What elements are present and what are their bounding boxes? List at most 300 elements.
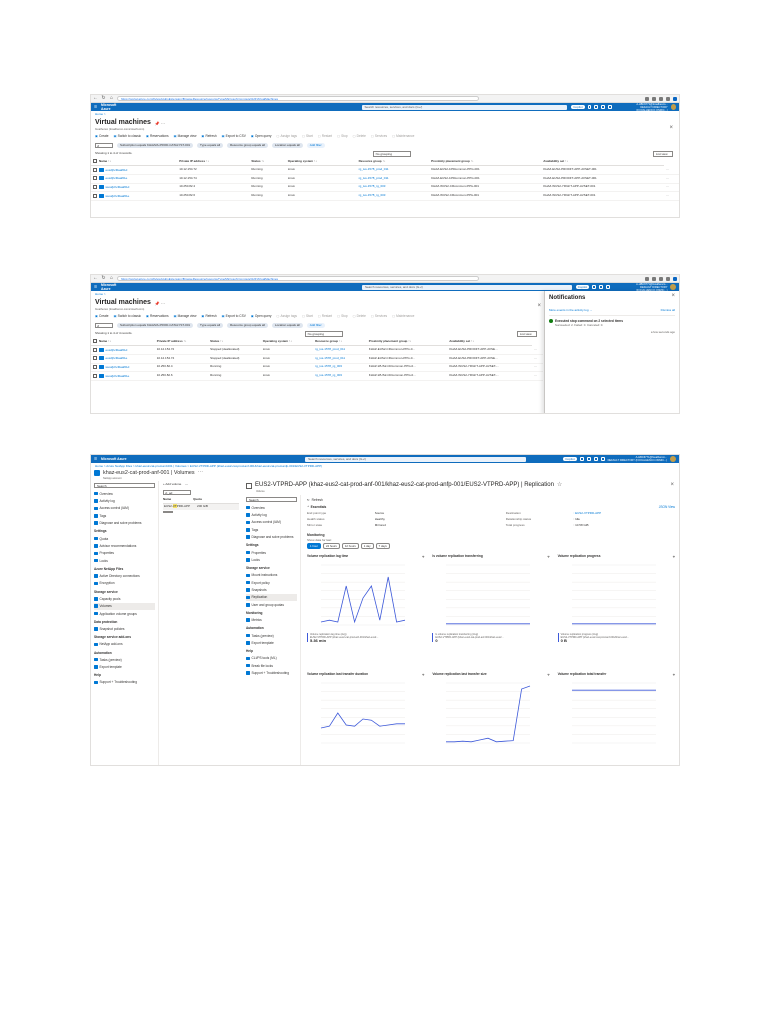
delete-button[interactable] bbox=[353, 134, 366, 138]
account-name: A-HBC6771@fooalhenco... bbox=[635, 456, 667, 459]
nav-item-tasks-preview[interactable] bbox=[94, 656, 155, 663]
avatar[interactable] bbox=[670, 456, 676, 462]
nav-item-export-template[interactable] bbox=[94, 663, 155, 670]
page-subtitle: fooalhenco (fooalhenco.onmicrosoft.com) bbox=[95, 127, 145, 131]
menu-icon[interactable]: ☰ bbox=[94, 284, 98, 289]
stop-button[interactable] bbox=[337, 134, 348, 138]
extension-icon[interactable] bbox=[659, 277, 663, 281]
time-range-24-hours[interactable]: 24 hours bbox=[323, 543, 340, 549]
nav-item-locks[interactable] bbox=[246, 556, 297, 563]
home-icon[interactable]: ⌂ bbox=[109, 275, 114, 282]
cell-name[interactable] bbox=[91, 346, 155, 355]
vm-table bbox=[91, 338, 543, 381]
table-row[interactable] bbox=[91, 166, 679, 175]
time-range-7-days[interactable]: 7 days bbox=[376, 543, 390, 549]
filter-pill[interactable]: Location equals all bbox=[272, 143, 303, 148]
nav-item-label: Tags bbox=[99, 513, 107, 518]
chart-volume-replication-progress[interactable] bbox=[558, 554, 675, 664]
cell-availability-set bbox=[447, 372, 532, 381]
close-icon[interactable]: × bbox=[537, 303, 541, 309]
filter-pill[interactable]: Type equals all bbox=[197, 323, 223, 328]
gear-icon[interactable] bbox=[606, 285, 610, 289]
gear-icon[interactable] bbox=[594, 457, 598, 461]
cell-private-ip-address bbox=[155, 346, 208, 355]
row-more-icon[interactable]: … bbox=[664, 192, 679, 201]
services-button[interactable] bbox=[371, 134, 387, 138]
refresh-icon[interactable]: ↻ bbox=[101, 275, 106, 282]
address-bar[interactable]: https://portal.azure.com/#view/HubsExtension/BrowseResource/resourceType/Microsoft.Compute%2FVirtualMachines bbox=[117, 276, 479, 281]
gear-icon[interactable] bbox=[601, 105, 605, 109]
help-icon[interactable] bbox=[608, 105, 612, 109]
account-subtitle: NetApp account bbox=[103, 476, 122, 480]
nav-item-label: Break file locks bbox=[251, 663, 273, 668]
global-search-input[interactable]: Search resources, services, and docs (G+/) bbox=[305, 457, 526, 462]
table-row[interactable] bbox=[91, 183, 679, 192]
export-to-csv-button[interactable] bbox=[222, 314, 246, 318]
switch-to-classic-button[interactable] bbox=[114, 314, 141, 318]
chart-plot bbox=[432, 679, 532, 749]
cell-name[interactable] bbox=[91, 183, 177, 192]
chart-is-volume-replication-transferring[interactable] bbox=[432, 554, 549, 664]
column-resource-group[interactable] bbox=[313, 338, 367, 346]
address-bar[interactable]: https://portal.azure.com/#view/HubsExtension/BrowseResource/resourceType/Microsoft.Compute%2FVirtualMachines bbox=[117, 96, 479, 101]
chart-volume-replication-last-transfer-duration[interactable] bbox=[307, 672, 424, 766]
sort-icon: ↑↓ bbox=[288, 338, 292, 343]
table-row[interactable] bbox=[91, 192, 679, 201]
restart-button[interactable] bbox=[318, 314, 332, 318]
breadcrumb[interactable]: Home > bbox=[95, 292, 106, 296]
filter-pill[interactable]: Subscription equals KHAZ2A-PROD-CATALYST-001 bbox=[117, 143, 193, 148]
column-name[interactable] bbox=[91, 158, 177, 166]
azure-brand[interactable]: Microsoft Azure bbox=[101, 102, 117, 111]
cell-value: Linux bbox=[287, 175, 295, 180]
nav-item-export-policy[interactable] bbox=[246, 579, 297, 586]
filter-pill[interactable]: Subscription equals KHAZ2A-PROD-CATALYST-001 bbox=[117, 323, 193, 328]
cell-name[interactable] bbox=[91, 174, 177, 183]
nav-item-support-troubleshooting[interactable] bbox=[94, 679, 155, 686]
chart-volume-replication-total-transfer[interactable] bbox=[558, 672, 675, 766]
cell-availability-set bbox=[447, 346, 532, 355]
nav-item-metrics[interactable] bbox=[246, 617, 297, 624]
breadcrumb[interactable]: Home > bbox=[95, 112, 106, 116]
filter-pill[interactable]: Type equals all bbox=[197, 143, 223, 148]
avatar[interactable] bbox=[671, 104, 676, 110]
more-icon[interactable]: ⋯ bbox=[197, 470, 203, 476]
cell-resource-group[interactable] bbox=[357, 174, 430, 183]
sort-icon: ↑↓ bbox=[260, 158, 265, 163]
row-more-icon[interactable]: … bbox=[532, 372, 543, 381]
back-icon[interactable]: ← bbox=[93, 275, 98, 282]
refresh-button[interactable] bbox=[307, 498, 675, 502]
row-more-icon[interactable]: … bbox=[664, 166, 679, 175]
more-events-link[interactable]: More events in the activity log → bbox=[549, 307, 593, 312]
toolbar-label: Open query bbox=[254, 313, 272, 318]
cloud-shell-icon[interactable] bbox=[588, 105, 592, 109]
row-checkbox[interactable] bbox=[93, 348, 97, 352]
cell-name[interactable] bbox=[91, 354, 155, 363]
create-button[interactable] bbox=[95, 314, 109, 318]
cell-resource-group[interactable] bbox=[313, 363, 367, 372]
extension-icon[interactable] bbox=[659, 97, 663, 101]
extension-icon[interactable] bbox=[645, 97, 649, 101]
table-row[interactable] bbox=[91, 174, 679, 183]
cell-value: 10.250.82.6 bbox=[179, 192, 196, 197]
copilot-button[interactable]: Copilot bbox=[577, 284, 588, 289]
reservations-button[interactable] bbox=[146, 134, 169, 138]
nav-item-snapshot-policies[interactable] bbox=[94, 625, 155, 632]
help-icon[interactable] bbox=[601, 457, 605, 461]
row-more-icon[interactable]: … bbox=[532, 363, 543, 372]
open-query-button[interactable] bbox=[251, 314, 272, 318]
bell-icon[interactable] bbox=[594, 105, 598, 109]
nav-item-locks[interactable] bbox=[94, 557, 155, 564]
view-select[interactable]: List view bbox=[517, 331, 537, 337]
start-button[interactable] bbox=[302, 134, 313, 138]
pin-icon[interactable]: ⌖ bbox=[547, 554, 550, 560]
copilot-button[interactable]: Copilot bbox=[573, 104, 583, 109]
column-resource-group[interactable] bbox=[357, 158, 430, 166]
extension-icon[interactable] bbox=[645, 277, 649, 281]
nav-item-label: Locks bbox=[99, 558, 108, 563]
more-icon[interactable]: ⋯ bbox=[185, 482, 189, 486]
column-proximity-placement-group[interactable] bbox=[367, 338, 448, 346]
diagnose-and-solve-problems-icon bbox=[94, 521, 98, 525]
cell-value: Linux bbox=[262, 355, 270, 360]
manage-view-button[interactable] bbox=[174, 314, 197, 318]
filter-input[interactable]: vl bbox=[95, 323, 113, 328]
time-range-buttons bbox=[307, 543, 675, 549]
create-button[interactable] bbox=[95, 134, 109, 138]
pin-icon[interactable]: 📌 ⋯ bbox=[154, 120, 165, 126]
cell-resource-group[interactable] bbox=[313, 346, 367, 355]
toolbar-icon: ▣ bbox=[201, 133, 205, 138]
azure-brand[interactable]: Microsoft Azure bbox=[101, 282, 117, 291]
vm-icon bbox=[99, 374, 104, 378]
time-range-1-day[interactable]: 1 day bbox=[361, 543, 374, 549]
view-select[interactable]: List view bbox=[653, 151, 673, 157]
add-volume-button[interactable]: + Add volume bbox=[163, 482, 182, 486]
account-info[interactable] bbox=[608, 456, 667, 462]
extension-icon[interactable] bbox=[652, 97, 656, 101]
table-row[interactable] bbox=[91, 372, 543, 381]
cell-resource-group[interactable] bbox=[313, 372, 367, 381]
nav-item-activity-log[interactable] bbox=[246, 511, 297, 518]
nav-item-active-directory-connections[interactable] bbox=[94, 572, 155, 579]
global-search-input[interactable]: Search resources, services, and docs (G+/) bbox=[362, 285, 572, 290]
dismiss-all-button[interactable]: Dismiss all bbox=[660, 307, 675, 312]
cell-value: rg_ius-1578_prod_011 bbox=[358, 175, 389, 180]
column-label: Operating system bbox=[287, 158, 314, 163]
add-filter-button[interactable]: Add filter bbox=[307, 323, 325, 328]
nav-item-netapp-add-ons[interactable] bbox=[94, 641, 155, 648]
page-title-row bbox=[91, 299, 543, 308]
star-icon[interactable]: ☆ bbox=[556, 482, 563, 488]
nav-group-automation[interactable]: Automation bbox=[246, 626, 264, 631]
breadcrumb[interactable]: Home > Azure NetApp Files > khaz-eus2-cat-prod-anf-001 | Volumes > EUS2-VTPRD-APP (khaz-eus2-cat-prod-anf-001/khaz-eus2-cat-prod-anfp-001/EUS2-VTPRD-APP) bbox=[95, 464, 323, 468]
nav-group-storage-service[interactable]: Storage service bbox=[94, 589, 118, 594]
select-all-checkbox[interactable] bbox=[93, 159, 97, 163]
nav-item-properties[interactable] bbox=[94, 550, 155, 557]
grouping-select[interactable]: No grouping bbox=[373, 151, 411, 157]
refresh-button[interactable] bbox=[201, 134, 216, 138]
row-checkbox[interactable] bbox=[93, 185, 97, 189]
column-status[interactable] bbox=[249, 158, 285, 166]
filter-input[interactable]: vl bbox=[95, 143, 113, 148]
refresh-icon[interactable]: ↻ bbox=[101, 95, 106, 102]
select-all-checkbox[interactable] bbox=[93, 339, 97, 343]
nav-group-data-protection[interactable]: Data protection bbox=[94, 619, 118, 624]
vm-icon bbox=[99, 168, 104, 172]
nav-group-help[interactable]: Help bbox=[94, 673, 101, 678]
pin-icon[interactable]: 📌 ⋯ bbox=[154, 300, 165, 306]
essentials-value: : Idle bbox=[573, 517, 580, 522]
legend-label: Is volume replication transferring (Avg) bbox=[435, 633, 479, 637]
assign-tags-button[interactable] bbox=[277, 134, 298, 138]
cell-resource-group[interactable] bbox=[313, 354, 367, 363]
pin-icon[interactable]: ⌖ bbox=[672, 554, 675, 560]
assign-tags-button[interactable] bbox=[277, 314, 298, 318]
locks-icon bbox=[246, 558, 250, 562]
stop-button[interactable] bbox=[337, 314, 348, 318]
nav-item-advisor-recommendations[interactable] bbox=[94, 542, 155, 549]
nav-item-label: Export template bbox=[99, 665, 122, 670]
menu-icon[interactable]: ☰ bbox=[94, 456, 98, 461]
row-checkbox[interactable] bbox=[93, 168, 97, 172]
scrollbar[interactable] bbox=[163, 511, 173, 513]
home-icon[interactable]: ⌂ bbox=[109, 95, 114, 102]
filter-pill[interactable]: Resource group equals all bbox=[227, 143, 268, 148]
json-view-link[interactable]: JSON View bbox=[658, 505, 675, 509]
nav-group-azure-netapp-files[interactable]: Azure NetApp Files bbox=[94, 566, 124, 571]
notification-card[interactable] bbox=[549, 315, 675, 334]
nav-item-activity-log[interactable] bbox=[94, 497, 155, 504]
nav-item-volumes[interactable] bbox=[94, 603, 155, 610]
nav-group-storage-service-add-ons[interactable]: Storage service add-ons bbox=[94, 635, 132, 640]
chart-volume-replication-lag-time[interactable] bbox=[307, 554, 424, 664]
open-query-button[interactable] bbox=[251, 134, 272, 138]
pin-icon[interactable]: ⌖ bbox=[672, 672, 675, 678]
close-icon[interactable]: × bbox=[671, 293, 675, 299]
nav-item-capacity-pools[interactable] bbox=[94, 595, 155, 602]
row-checkbox[interactable] bbox=[93, 356, 97, 360]
filter-pill[interactable]: Resource group equals all bbox=[227, 323, 268, 328]
column-private-ip-address[interactable] bbox=[177, 158, 249, 166]
cell-proximity-placement-group bbox=[429, 174, 541, 183]
extension-icon[interactable] bbox=[652, 277, 656, 281]
nav-item-support-troubleshooting[interactable] bbox=[246, 669, 297, 676]
nav-item-tags[interactable] bbox=[246, 526, 297, 533]
nav-item-replication[interactable] bbox=[246, 594, 297, 601]
table-row[interactable] bbox=[91, 354, 543, 363]
table-row[interactable] bbox=[91, 363, 543, 372]
back-icon[interactable]: ← bbox=[93, 95, 98, 102]
copilot-button[interactable]: Copilot bbox=[565, 456, 575, 461]
manage-view-button[interactable] bbox=[174, 134, 197, 138]
nav-item-export-template[interactable] bbox=[246, 639, 297, 646]
access-control-iam-icon bbox=[246, 521, 250, 525]
cloud-shell-icon[interactable] bbox=[592, 285, 596, 289]
nav-item-diagnose-and-solve-problems[interactable] bbox=[246, 534, 297, 541]
row-checkbox[interactable] bbox=[93, 194, 97, 198]
cell-name[interactable] bbox=[91, 166, 177, 175]
nav-item-application-volume-groups[interactable] bbox=[94, 610, 155, 617]
essentials-toggle[interactable]: ⌃ Essentials bbox=[307, 505, 327, 509]
time-range-1-hour[interactable]: 1 hour bbox=[307, 543, 321, 549]
cell-value: KHAZ-EUS2-PRODFT-APP-AVSET-001 bbox=[543, 167, 597, 172]
azure-brand[interactable]: Microsoft Azure bbox=[101, 456, 127, 461]
toolbar-icon: ▢ bbox=[317, 313, 321, 318]
nav-item-properties[interactable] bbox=[246, 549, 297, 556]
nav-item-overview[interactable] bbox=[246, 504, 297, 511]
cell-name[interactable] bbox=[91, 363, 155, 372]
row-more-icon[interactable]: … bbox=[532, 346, 543, 355]
extension-icon[interactable] bbox=[666, 97, 670, 101]
bell-icon[interactable] bbox=[587, 457, 591, 461]
cell-value: Stopped (deallocated) bbox=[210, 355, 240, 360]
essentials-value[interactable]: : EUS2-VTPRD-APP bbox=[573, 511, 602, 516]
restart-button[interactable] bbox=[318, 134, 332, 138]
nav-item-snapshots[interactable] bbox=[246, 586, 297, 593]
cell-proximity-placement-group bbox=[429, 183, 541, 192]
toolbar-icon: ▢ bbox=[276, 313, 280, 318]
delete-button[interactable] bbox=[353, 314, 366, 318]
cloud-shell-icon[interactable] bbox=[580, 457, 584, 461]
bell-icon[interactable] bbox=[599, 285, 603, 289]
column-private-ip-address[interactable] bbox=[155, 338, 208, 346]
column-operating-system[interactable] bbox=[286, 158, 357, 166]
column-availability-set[interactable] bbox=[541, 158, 664, 166]
nav-item-label: Activity log bbox=[99, 499, 115, 504]
nav-group-help[interactable]: Help bbox=[246, 649, 253, 654]
volumes-header bbox=[163, 497, 239, 504]
nav-group-storage-service[interactable]: Storage service bbox=[246, 566, 270, 571]
nav-group-monitoring[interactable]: Monitoring bbox=[246, 611, 263, 615]
nav-item-tasks-preview[interactable] bbox=[246, 632, 297, 639]
nav-group-automation[interactable]: Automation bbox=[94, 650, 112, 655]
nav-item-quota[interactable] bbox=[94, 535, 155, 542]
row-checkbox[interactable] bbox=[93, 374, 97, 378]
nav-item-label: Support + Troubleshooting bbox=[251, 671, 289, 676]
toolbar-label: Reservations bbox=[150, 313, 169, 318]
column-proximity-placement-group[interactable] bbox=[429, 158, 541, 166]
switch-to-classic-button[interactable] bbox=[114, 134, 141, 138]
column-operating-system[interactable] bbox=[261, 338, 313, 346]
close-icon[interactable]: × bbox=[670, 482, 674, 488]
cell-availability-set bbox=[541, 192, 664, 201]
nav-item-label: Tasks (preview) bbox=[251, 633, 274, 638]
nav-group-settings[interactable]: Settings bbox=[246, 543, 259, 548]
nav-item-cli-ps-tools-ml[interactable] bbox=[246, 655, 297, 662]
support-troubleshooting-icon bbox=[94, 681, 98, 685]
toolbar-icon: ▢ bbox=[352, 313, 356, 318]
column-label: Resource group bbox=[315, 338, 339, 343]
extension-icon[interactable] bbox=[666, 277, 670, 281]
cell-resource-group[interactable] bbox=[357, 192, 430, 201]
nav-item-user-and-group-quotas[interactable] bbox=[246, 601, 297, 608]
pin-icon[interactable]: ⌖ bbox=[547, 672, 550, 678]
cell-value: Running bbox=[251, 175, 263, 180]
row-checkbox[interactable] bbox=[93, 365, 97, 369]
nav-item-break-file-locks[interactable] bbox=[246, 662, 297, 669]
start-button[interactable] bbox=[302, 314, 313, 318]
account-info[interactable] bbox=[615, 103, 668, 112]
column-quota[interactable]: Quota bbox=[193, 496, 202, 501]
nav-item-overview[interactable] bbox=[94, 490, 155, 497]
azure-header bbox=[91, 103, 679, 111]
grouping-select[interactable]: No grouping bbox=[305, 331, 343, 337]
row-more-icon[interactable]: … bbox=[532, 354, 543, 363]
nav-search-input[interactable]: Search bbox=[94, 483, 155, 488]
reservations-button[interactable] bbox=[146, 314, 169, 318]
column-status[interactable] bbox=[208, 338, 261, 346]
global-search-input[interactable]: Search resources, services, and docs (G+/) bbox=[362, 105, 568, 110]
row-checkbox[interactable] bbox=[93, 176, 97, 180]
profile-icon[interactable] bbox=[673, 277, 677, 281]
volume-nav-search-input[interactable]: Search bbox=[246, 497, 297, 502]
avatar[interactable] bbox=[670, 284, 676, 290]
column-name[interactable] bbox=[91, 338, 155, 346]
close-icon[interactable]: × bbox=[669, 125, 673, 131]
nav-item-diagnose-and-solve-problems[interactable] bbox=[94, 520, 155, 527]
cell-name[interactable] bbox=[91, 372, 155, 381]
maintenance-button[interactable] bbox=[392, 134, 414, 138]
cell-value: KHAZ-EUS2-PRODFT-APP-AVSE... bbox=[449, 347, 498, 352]
filter-pills bbox=[117, 323, 303, 328]
chart-volume-replication-last-transfer-size[interactable] bbox=[432, 672, 549, 766]
nav-group-settings[interactable]: Settings bbox=[94, 529, 107, 534]
export-to-csv-button[interactable] bbox=[222, 134, 246, 138]
volume-title-row bbox=[243, 481, 679, 495]
column-label: Operating system bbox=[262, 338, 289, 343]
cell-name[interactable] bbox=[91, 192, 177, 201]
refresh-button[interactable] bbox=[201, 314, 216, 318]
nav-item-mount-instructions[interactable] bbox=[246, 572, 297, 579]
nav-item-encryption[interactable] bbox=[94, 580, 155, 587]
record-count-row bbox=[91, 150, 679, 158]
pin-icon[interactable]: ⌖ bbox=[422, 672, 425, 678]
vm-icon bbox=[99, 185, 104, 189]
profile-icon[interactable] bbox=[673, 97, 677, 101]
filter-pills bbox=[117, 143, 303, 148]
toolbar-label: Services bbox=[374, 133, 388, 138]
nav-item-access-control-iam[interactable] bbox=[94, 505, 155, 512]
maintenance-button[interactable] bbox=[392, 314, 414, 318]
row-more-icon[interactable]: … bbox=[664, 183, 679, 192]
pin-icon[interactable]: ⌖ bbox=[422, 554, 425, 560]
column-name[interactable]: Name bbox=[163, 496, 172, 501]
filter-pill[interactable]: Location equals all bbox=[272, 323, 303, 328]
time-range-12-hours[interactable]: 12 hours bbox=[342, 543, 359, 549]
services-button[interactable] bbox=[371, 314, 387, 318]
cell-value: Linux bbox=[287, 192, 295, 197]
menu-icon[interactable]: ☰ bbox=[94, 104, 98, 109]
cell-resource-group[interactable] bbox=[357, 166, 430, 175]
legend-label: Volume replication lag time (Avg) bbox=[310, 633, 347, 637]
table-row[interactable] bbox=[91, 346, 543, 355]
volume-filter-input[interactable]: vt_ad bbox=[163, 490, 191, 495]
azure-header bbox=[91, 283, 679, 291]
volume-row[interactable] bbox=[163, 504, 239, 511]
cell-resource-group[interactable] bbox=[357, 183, 430, 192]
column-availability-set[interactable] bbox=[447, 338, 532, 346]
toolbar-label: Switch to classic bbox=[117, 133, 141, 138]
volume-name-part: PRD-APP bbox=[176, 504, 191, 508]
account-title-row bbox=[94, 470, 244, 480]
nav-item-access-control-iam[interactable] bbox=[246, 519, 297, 526]
add-filter-button[interactable]: Add filter bbox=[307, 143, 325, 148]
row-more-icon[interactable]: … bbox=[664, 174, 679, 183]
nav-item-tags[interactable] bbox=[94, 512, 155, 519]
